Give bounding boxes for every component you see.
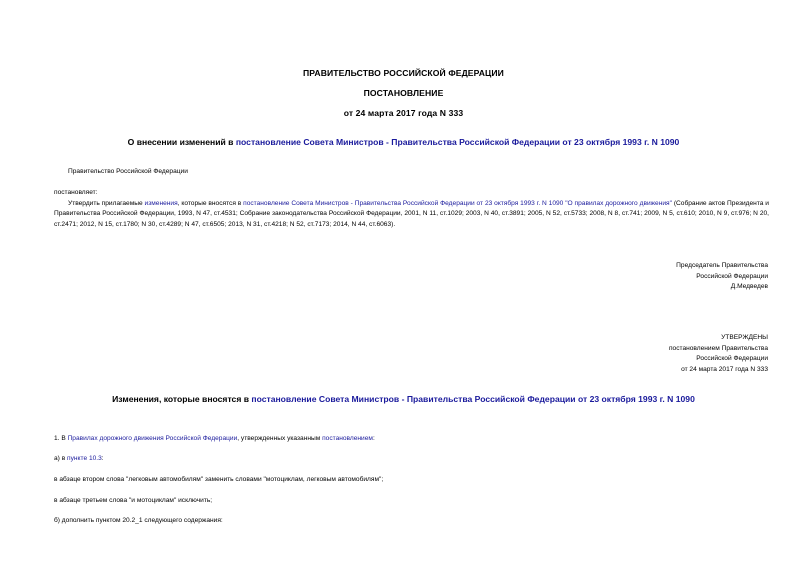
resolution-paragraph: Утвердить прилагаемые изменения, которые вносятся в постановление Совета Министров - Правительства Российской Федерации от 23 октября 1993 г. N 1090 "О правилах дорожного движения" (Собрание актов Президента и Правительства Российской Федерации, 1993, N 47, ст.4531; Собрание законодательства Российской Федерации, 2001, N 11, ст.1029; 2003, N 40, ст.3891; 2005, N 52, ст.5733; 2008, N 8, ст.741; 2009, N 5, ст.610; 2010, N 9, ст.976; N 20, ст.2471; 2012, N 15, ст.1780; N 30, ст.4289; N 47, ст.6505; 2013, N 31, ст.4218; N 52, ст.7173; 2014, N 44, ст.6063). — [54, 200, 769, 228]
government-heading: ПРАВИТЕЛЬСТВО РОССИЙСКОЙ ФЕДЕРАЦИИ — [303, 68, 504, 78]
signature-position: Председатель Правительства — [676, 262, 768, 269]
changes-title-link[interactable]: постановление Совета Министров - Правительства Российской Федерации от 23 октября 1993 г. N 1090 — [251, 394, 695, 404]
item-1: 1. В Правилах дорожного движения Российской Федерации, утвержденных указанным постановлением: — [54, 435, 375, 442]
document-type-heading: ПОСТАНОВЛЕНИЕ — [363, 88, 444, 98]
item-a-second-paragraph: в абзаце втором слова "легковым автомобилям" заменить словами "мотоциклам, легковым автомобилям"; — [54, 476, 384, 483]
approval-block: УТВЕРЖДЕНЫ постановлением Правительства Российской Федерации от 24 марта 2017 года N 333 — [668, 334, 768, 373]
title-link[interactable]: постановление Совета Министров - Правительства Российской Федерации от 23 октября 1993 г. N 1090 — [235, 137, 680, 147]
item-a: а) в пункте 10.3: — [54, 455, 104, 462]
signature-country: Российской Федерации — [696, 272, 768, 280]
item-b: б) дополнить пунктом 20.2_1 следующего содержания: — [54, 517, 223, 524]
changes-title: Изменения, которые вносятся в постановление Совета Министров - Правительства Российской Федерации от 23 октября 1993 г. N 1090 — [112, 394, 695, 404]
traffic-rules-link[interactable]: Правилах дорожного движения Российской Федерации — [67, 435, 238, 442]
issuer-text: Правительство Российской Федерации — [68, 168, 188, 175]
resolution-link[interactable]: постановлением — [322, 435, 373, 442]
title-prefix: О внесении изменений в — [127, 137, 236, 147]
clause-10-3-link[interactable]: пункте 10.3 — [67, 455, 102, 462]
changes-link[interactable]: изменения — [144, 200, 178, 207]
document-title — [0, 137, 807, 147]
signature-block — [676, 261, 768, 293]
document-date: от 24 марта 2017 года N 333 — [343, 108, 464, 118]
signature-name: Д.Медведев — [730, 283, 768, 291]
resolution-1090-link[interactable]: постановление Совета Министров - Правительства Российской Федерации от 23 октября 1993 г. N 1090 "О правилах дорожного движения" — [243, 200, 672, 207]
resolves-text: постановляет: — [54, 189, 98, 196]
approval-label: УТВЕРЖДЕНЫ — [721, 334, 768, 341]
item-a-third-paragraph: в абзаце третьем слова "и мотоциклам" исключить; — [54, 497, 213, 504]
